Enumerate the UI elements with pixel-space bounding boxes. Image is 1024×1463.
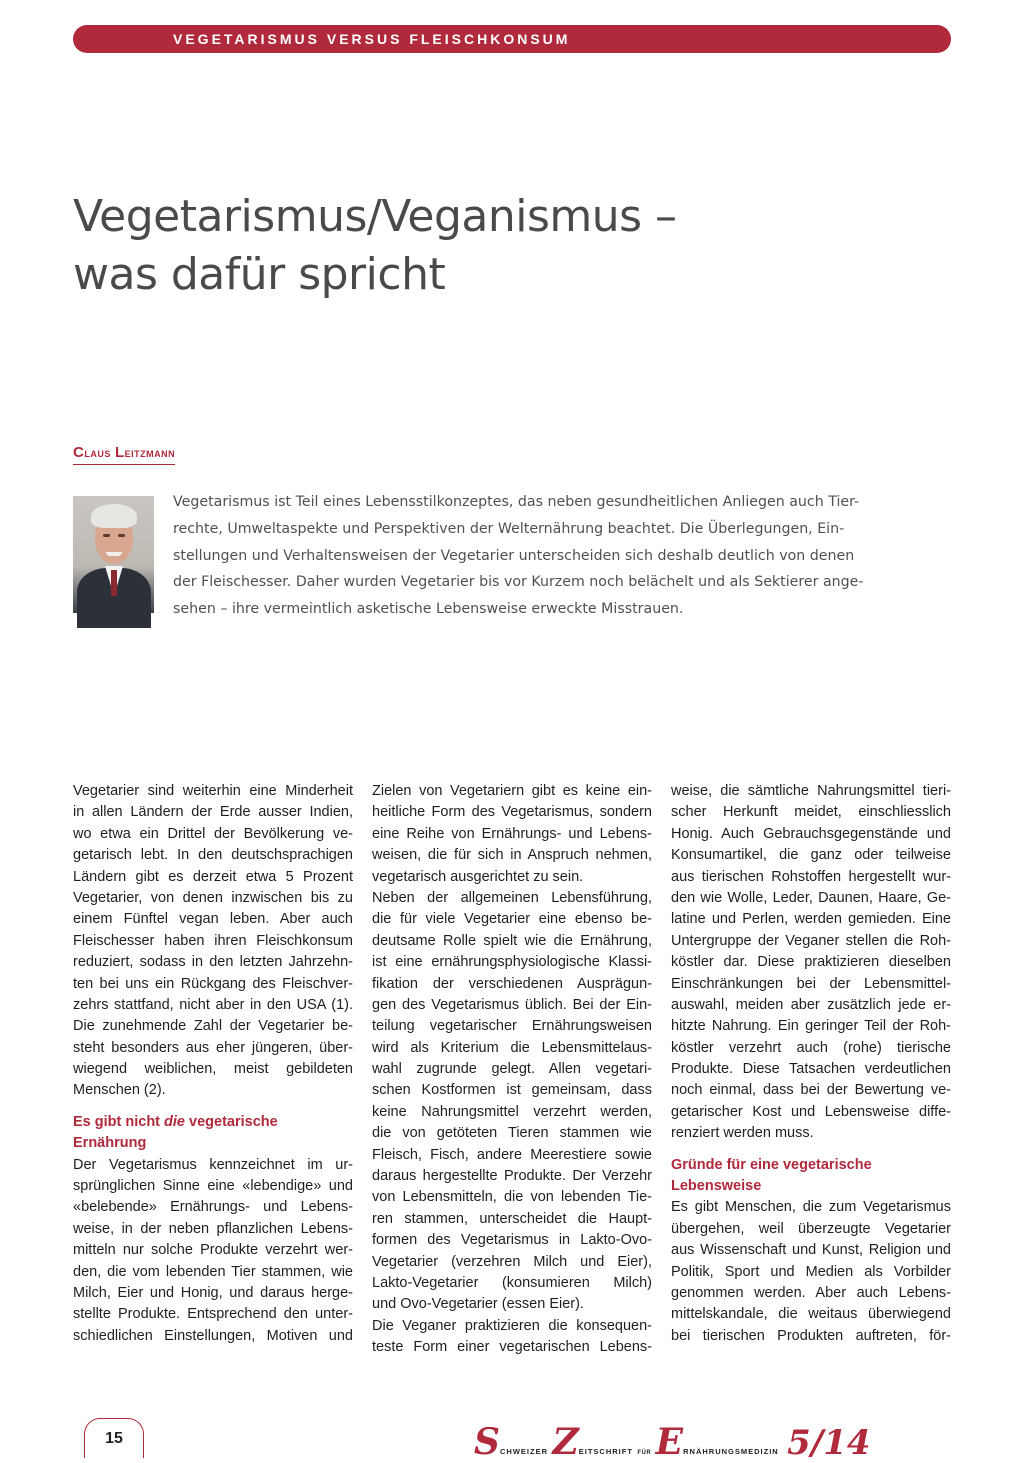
paragraph: Die Veganer praktizieren die konsequen- teste Form einer vegetarischen Lebens- [372, 1317, 652, 1356]
page-number: 15 [84, 1418, 144, 1458]
abstract-line: der Fleischesser. Daher wurden Vegetarier bis vor Kurzem noch belächelt und als Sektierer ange- [173, 574, 864, 591]
journal-issue: 5/14 [787, 1423, 871, 1463]
body-column-3 [671, 781, 951, 1347]
section-heading: Es gibt nicht die vegetarische Ernährung [73, 1113, 278, 1152]
author-name: Claus Leitzmann [73, 444, 175, 465]
abstract-line: Vegetarismus ist Teil eines Lebensstilkonzeptes, das neben gesundheitlichen Anliegen auch Tier- [173, 494, 860, 510]
article-abstract [173, 489, 953, 623]
paragraph: Vegetarier sind weiterhin eine Minderheit in allen Ländern der Erde ausser Indien, wo etwa ein Drittel der Bevölkerung ve- getarisch lebt. In den deutschsprachigen Ländern gibt es derzeit etwa 5 Prozent Vegetarier, von denen inzwischen bis zu einem Fünftel vegan leben. Aber auch Fleischesser haben ihren Fleischkonsum reduziert, sodass in den letzten Jahrzehn- ten bei uns ein Rückgang des Fleischver- zehrs stattfand, nicht aber in den USA (1). Die zunehmende Zahl der Vegetarier be- steht besonders aus eher jüngeren, über- wiegend weiblichen, meist gebildeten Menschen (2). [73, 783, 353, 1099]
paragraph: Es gibt Menschen, die zum Vegetarismus übergehen, weil überzeugte Vegetarier aus Wissenschaft und Kunst, Religion und Politik, Sport und Medien als Vorbilder genommen werden. Aber auch Lebens- mittelskandale, die weitaus überwiegend bei tierischen Produkten auftreten, för- [671, 1199, 951, 1344]
article-title [73, 188, 953, 304]
abstract-line: sehen – ihre vermeintlich asketische Lebensweise erweckte Misstrauen. [173, 601, 684, 618]
paragraph: Der Vegetarismus kennzeichnet im ur- sprünglichen Sinne eine «lebendige» und «belebende» Ernährungs- und Lebens- weise, in der neben pflanzlichen Lebens- mitteln nur solche Produkte verzehrt wer- den, die vom lebenden Tier stammen, wie Milch, Eier und Honig, und daraus herge- stellte Produkte. Entsprechend den unter- schiedlichen Einstellungen, Motiven und [73, 1156, 353, 1344]
author-photo [73, 496, 154, 613]
body-column-1 [73, 781, 353, 1347]
article-title-line-2: was dafür spricht [73, 249, 446, 300]
journal-logo: SCHWEIZER ZEITSCHRIFT FÜR ERNÄHRUNGSMEDIZIN 5/14 [474, 1421, 871, 1463]
paragraph: weise, die sämtliche Nahrungsmittel tieri- scher Herkunft meidet, einschliesslich Honig. Auch Gebrauchsgegenstände und Konsumartikel, die ganz oder teilweise aus tierischen Rohstoffen hergestellt wur- den wie Wolle, Leder, Daunen, Haare, Ge- latine und Perlen, werden gemieden. Eine Untergruppe der Veganer stellen die Roh- köstler dar. Diese praktizieren dieselben Einschränkungen bei der Lebensmittel- auswahl, meiden aber zusätzlich jede er- hitzte Nahrung. Ein geringer Teil der Roh- köstler verzehrt auch (rohe) tierische Produkte. Diese Tatsachen verdeutlichen noch einmal, dass bei der Bewertung ve- getarischer Kost und Lebensweise diffe- renziert werden muss. [671, 783, 951, 1142]
section-heading: Gründe für eine vegetarische Lebensweise [671, 1156, 872, 1195]
abstract-line: rechte, Umweltaspekte und Perspektiven der Welternährung beachtet. Die Überlegungen, Ein- [173, 520, 845, 537]
section-header-bar [73, 25, 951, 53]
article-title-line-1: Vegetarismus/Veganismus – [73, 191, 677, 242]
paragraph: Neben der allgemeinen Lebensführung, die für viele Vegetarier eine ebenso be- deutsame Rolle spielt wie die Ernährung, ist eine ernährungsphysiologische Klassi- fikation der verschiedenen Ausprägun- gen des Vegetarismus üblich. Bei der Ein- teilung vegetarischer Ernährungsweisen wird als Kriterium die Lebensmittelaus- wahl zugrunde gelegt. Allen vegetari- schen Kostformen ist gemeinsam, dass keine Nahrungsmittel verzehrt werden, die von getöteten Tieren stammen wie Fleisch, Fisch, andere Meerestiere sowie daraus hergestellte Produkte. Der Verzehr von Lebensmitteln, die von lebenden Tie- ren stammen, unterscheidet die Haupt- formen des Vegetarismus in Lakto-Ovo- Vegetarier (verzehren Milch und Eier), Lakto-Vegetarier (konsumieren Milch) und Ovo-Vegetarier (essen Eier). [372, 889, 652, 1313]
paragraph: Zielen von Vegetariern gibt es keine ein- heitliche Form des Vegetarismus, sondern eine Reihe von Ernährungs- und Lebens- weisen, die für sich in Anspruch nehmen, vegetarisch ausgerichtet zu sein. [372, 783, 652, 885]
section-title: VEGETARISMUS VERSUS FLEISCHKONSUM [173, 31, 571, 47]
abstract-line: stellungen und Verhaltensweisen der Vegetarier unterscheiden sich deshalb deutlich von denen [173, 547, 855, 564]
body-column-2 [372, 781, 652, 1359]
